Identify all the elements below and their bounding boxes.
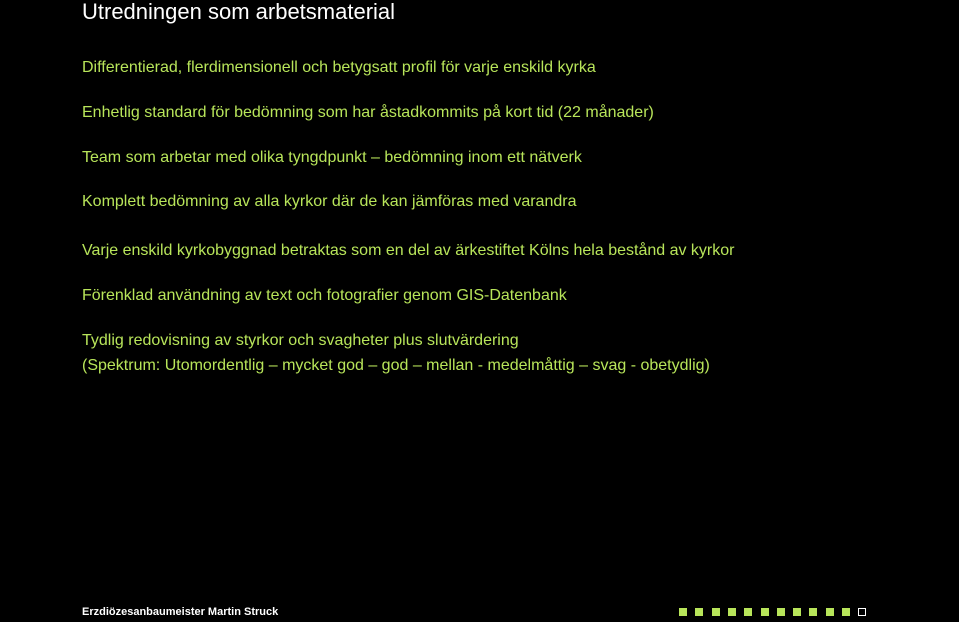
progress-square-filled — [728, 608, 736, 616]
content-line: Komplett bedömning av alla kyrkor där de kan jämföras med varandra — [82, 193, 577, 210]
content-line: Varje enskild kyrkobyggnad betraktas som en del av ärkestiftet Kölns hela bestånd av kyrkor — [82, 242, 735, 259]
progress-square-filled — [744, 608, 752, 616]
slide-title: Utredningen som arbetsmaterial — [82, 0, 396, 24]
content-line: Team som arbetar med olika tyngdpunkt – bedömning inom ett nätverk — [82, 149, 582, 166]
progress-square-filled — [679, 608, 687, 616]
content-line: Enhetlig standard för bedömning som har åstadkommits på kort tid (22 månader) — [82, 104, 654, 121]
progress-square-filled — [809, 608, 817, 616]
progress-square-filled — [842, 608, 850, 616]
progress-square-filled — [777, 608, 785, 616]
progress-square-empty — [858, 608, 866, 616]
progress-square-filled — [712, 608, 720, 616]
progress-square-filled — [761, 608, 769, 616]
footer-author: Erzdiözesanbaumeister Martin Struck — [82, 606, 279, 618]
progress-square-filled — [793, 608, 801, 616]
content-line: Tydlig redovisning av styrkor och svagheter plus slutvärdering — [82, 332, 519, 349]
progress-square-filled — [695, 608, 703, 616]
content-line: Differentierad, flerdimensionell och betygsatt profil för varje enskild kyrka — [82, 59, 596, 76]
progress-square-filled — [826, 608, 834, 616]
content-line: Förenklad användning av text och fotografier genom GIS-Datenbank — [82, 287, 567, 304]
content-line: (Spektrum: Utomordentlig – mycket god – god – mellan - medelmåttig – svag - obetydlig) — [82, 357, 710, 374]
